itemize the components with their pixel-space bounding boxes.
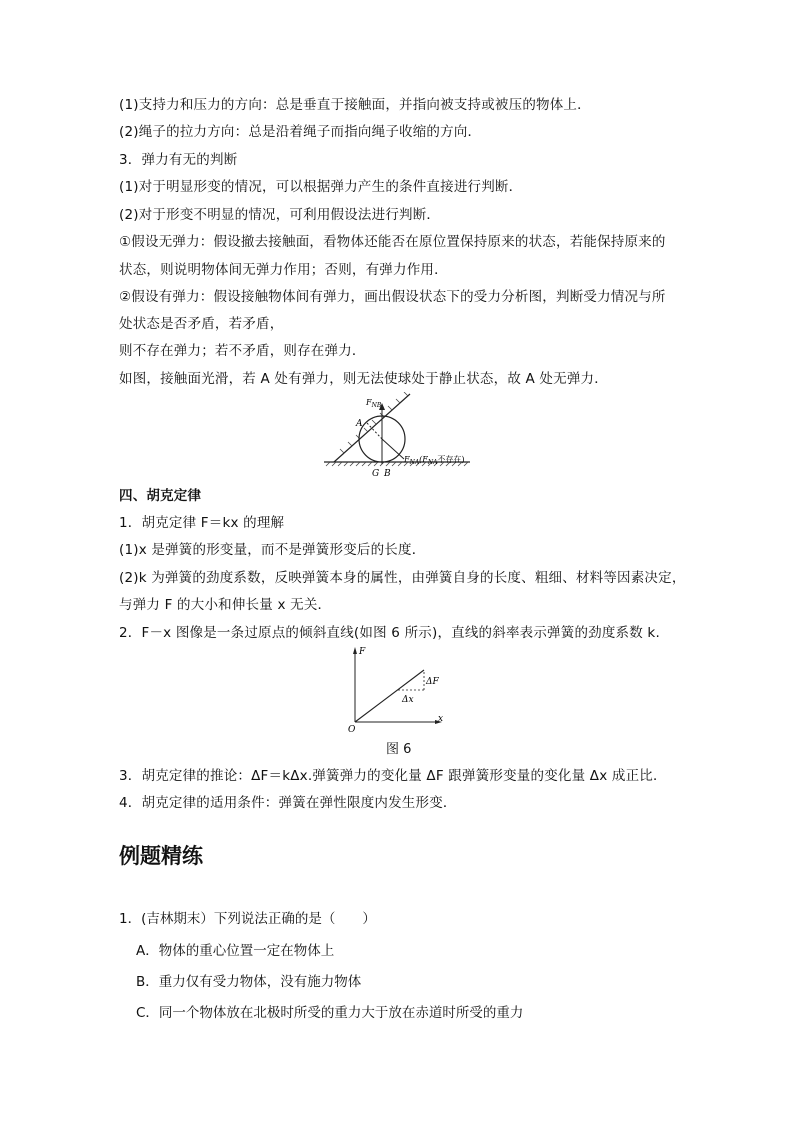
subheading: 1．胡克定律 F＝kx 的理解 [119,515,285,531]
text-line: (2)对于形变不明显的情况，可利用假设法进行判断． [119,207,441,223]
axis-y-label: F [359,647,366,657]
text-line: 则不存在弹力；若不矛盾，则存在弹力． [119,343,366,359]
section-heading: 四、胡克定律 [119,488,202,504]
label-fnb: $F_{NB}$ [366,398,382,409]
fx-graph-figure [344,644,448,734]
text-line: (2)k 为弹簧的劲度系数，反映弹簧本身的属性，由弹簧自身的长度、粗细、材料等因素决定， [119,570,686,586]
origin-label: O [348,725,356,734]
label-b: B [384,469,391,479]
text-line: 如图，接触面光滑，若 A 处有弹力，则无法使球处于静止状态，故 A 处无弹力． [119,371,608,387]
incline-ball-figure [320,392,480,480]
examples-title: 例题精练 [119,844,203,868]
delta-f-label: ΔF [426,677,439,687]
label-fna: $F_{NA}(F_{NA}$不存在) [404,455,465,466]
option-b: B．重力仅有受力物体，没有施力物体 [136,974,362,990]
label-a: A [356,419,363,429]
text-line: (1)x 是弹簧的形变量，而不是弹簧形变后的长度． [119,542,426,558]
fx-line [355,670,424,722]
subheading: 3．胡克定律的推论：ΔF＝kΔx.弹簧弹力的变化量 ΔF 跟弹簧形变量的变化量 Δx 成正比． [119,768,667,784]
subheading: 3．弹力有无的判断 [119,152,238,168]
text-line: (2)绳子的拉力方向：总是沿着绳子而指向绳子收缩的方向． [119,124,482,140]
text-line: (1)对于明显形变的情况，可以根据弹力产生的条件直接进行判断． [119,179,523,195]
text-line: ②假设有弹力：假设接触物体间有弹力，画出假设状态下的受力分析图，判断受力情况与所 [119,289,666,305]
text-line: 与弹力 F 的大小和伸长量 x 无关． [119,597,332,613]
fna-arrow [382,439,404,459]
text-line: ①假设无弹力：假设撤去接触面，看物体还能否在原位置保持原来的状态，若能保持原来的 [119,234,666,250]
question-stem: 1．(吉林期末）下列说法正确的是（ ） [119,911,376,927]
figure-caption: 图 6 [386,742,412,757]
text-line: 处状态是否矛盾，若矛盾， [119,316,284,332]
label-g: G [372,469,380,479]
text-line: 状态，则说明物体间无弹力作用；否则，有弹力作用． [119,262,448,278]
subheading: 4．胡克定律的适用条件：弹簧在弹性限度内发生形变． [119,795,457,811]
text-line: (1)支持力和压力的方向：总是垂直于接触面，并指向被支持或被压的物体上． [119,97,591,113]
option-a: A．物体的重心位置一定在物体上 [136,943,335,959]
option-c: C．同一个物体放在北极时所受的重力大于放在赤道时所受的重力 [136,1005,524,1021]
delta-x-label: Δx [402,695,414,705]
axis-x-label: x [438,714,444,724]
y-axis-arrowhead [353,647,357,654]
subheading: 2．F－x 图像是一条过原点的倾斜直线(如图 6 所示)，直线的斜率表示弹簧的劲度系数 k. [119,625,660,641]
